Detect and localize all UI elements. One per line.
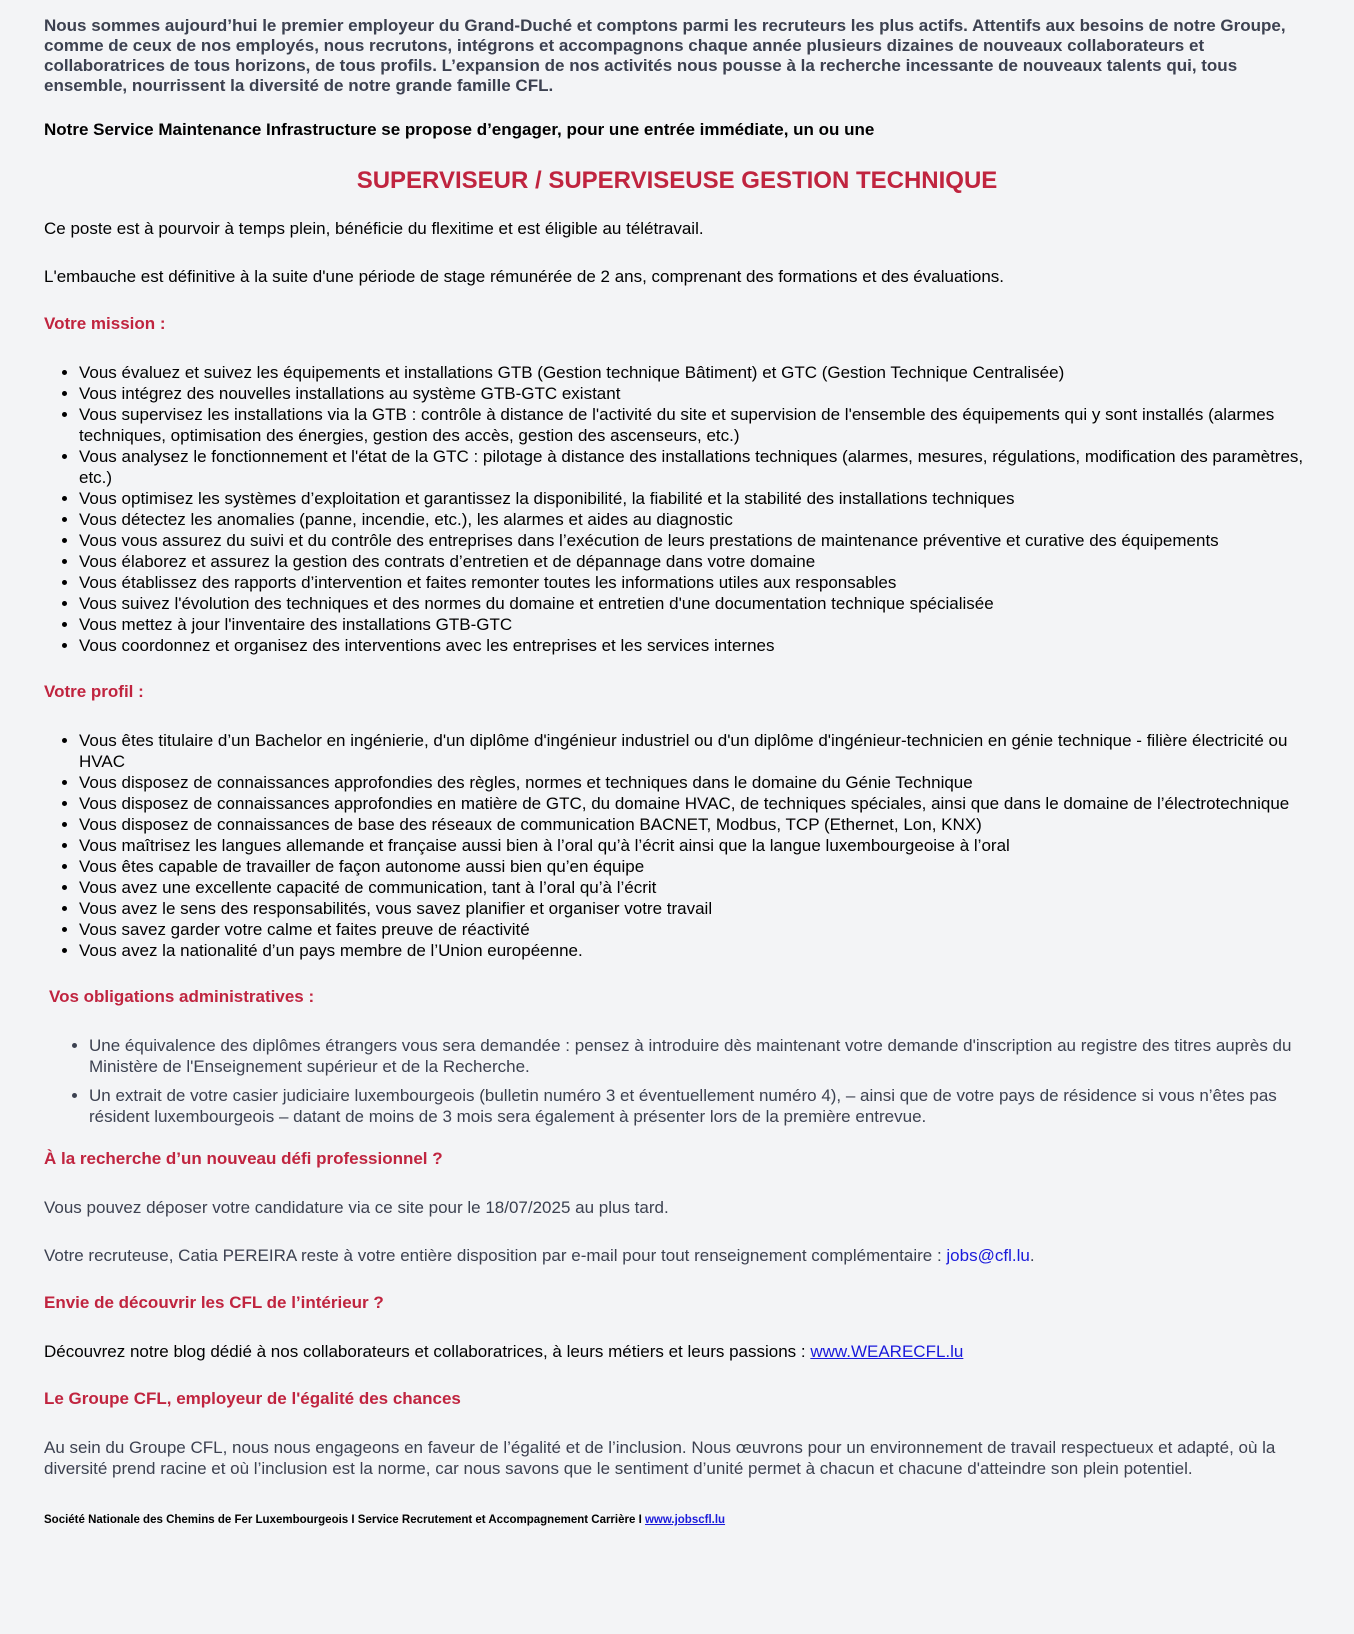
list-item: • Vous avez le sens des responsabilités, vous savez planifier et organiser votre travail <box>79 898 1310 919</box>
discover-text: Découvrez notre blog dédié à nos collaborateurs et collaboratrices, à leurs métiers et leurs passions : <box>44 1342 811 1361</box>
contact-email-link[interactable]: jobs@cfl.lu <box>946 1246 1030 1265</box>
list-item: • Vous disposez de connaissances de base des réseaux de communication BACNET, Modbus, TCP (Ethernet, Lon, KNX) <box>79 814 1310 835</box>
obligations-heading: Vos obligations administratives : <box>49 987 315 1006</box>
blog-link[interactable]: www.WEARECFL.lu <box>810 1342 964 1361</box>
list-item: • Vous savez garder votre calme et faites preuve de réactivité <box>79 919 1310 940</box>
list-item: • Vous optimisez les systèmes d’exploitation et garantissez la disponibilité, la fiabilité et la stabilité des installations techniques <box>79 488 1310 509</box>
footer <box>44 1513 1310 1527</box>
list-item: • Vous supervisez les installations via la GTB : contrôle à distance de l'activité du site et supervision de l'ensemble des équipements qui y sont installés (alarmes techniques, optimisation des énergies, gestion des accès, gestion des ascenseurs, etc.) <box>79 404 1310 446</box>
obligations-list <box>44 1035 1310 1127</box>
list-item: • Vous mettez à jour l'inventaire des installations GTB-GTC <box>79 614 1310 635</box>
deadline-text: Vous pouvez déposer votre candidature via ce site pour le 18/07/2025 au plus tard. <box>44 1198 669 1217</box>
list-item: • Vous établissez des rapports d’intervention et faites remonter toutes les informations utiles aux responsables <box>79 572 1310 593</box>
discover-heading: Envie de découvrir les CFL de l’intérieur ? <box>44 1293 384 1312</box>
list-item: • Vous avez la nationalité d’un pays membre de l’Union européenne. <box>79 940 1310 961</box>
intro-paragraph: Nous sommes aujourd’hui le premier employeur du Grand-Duché et comptons parmi les recruteurs les plus actifs. Attentifs aux besoins de notre Groupe, comme de ceux de nos employés, nous recrutons, intégrons et accompagnons chaque année plusieurs dizaines de nouveaux collaborateurs et collaboratrices de tous horizons, de tous profils. L’expansion de nos activités nous pousse à la recherche incessante de nouveaux talents qui, tous ensemble, nourrissent la diversité de notre grande famille CFL. <box>44 16 1286 95</box>
list-item: • Vous évaluez et suivez les équipements et installations GTB (Gestion technique Bâtiment) et GTC (Gestion Technique Centralisée) <box>79 362 1310 383</box>
contact-text: Votre recruteuse, Catia PEREIRA reste à votre entière disposition par e-mail pour tout renseignement complémentaire : <box>44 1246 947 1265</box>
list-item: • Une équivalence des diplômes étrangers vous sera demandée : pensez à introduire dès maintenant votre demande d'inscription au registre des titres auprès du Ministère de l'Enseignement supérieur et de la Recherche. <box>89 1035 1310 1077</box>
contact-paragraph <box>44 1245 1310 1266</box>
list-item: • Vous disposez de connaissances approfondies des règles, normes et techniques dans le domaine du Génie Technique <box>79 772 1310 793</box>
list-item: • Vous suivez l'évolution des techniques et des normes du domaine et entretien d'une documentation technique spécialisée <box>79 593 1310 614</box>
list-item: • Vous élaborez et assurez la gestion des contrats d’entretien et de dépannage dans votre domaine <box>79 551 1310 572</box>
challenge-heading: À la recherche d’un nouveau défi professionnel ? <box>44 1149 443 1168</box>
list-item: • Vous maîtrisez les langues allemande et française aussi bien à l’oral qu’à l’écrit ainsi que la langue luxembourgeoise à l’oral <box>79 835 1310 856</box>
profile-heading: Votre profil : <box>44 682 144 701</box>
condition-fulltime: Ce poste est à pourvoir à temps plein, bénéficie du flexitime et est éligible au télétravail. <box>44 219 704 238</box>
job-title: SUPERVISEUR / SUPERVISEUSE GESTION TECHNIQUE <box>356 167 998 194</box>
list-item: • Vous disposez de connaissances approfondies en matière de GTC, du domaine HVAC, de techniques spéciales, ainsi que dans le domaine de l’électrotechnique <box>79 793 1310 814</box>
list-item: • Un extrait de votre casier judiciaire luxembourgeois (bulletin numéro 3 et éventuellement numéro 4), – ainsi que de votre pays de résidence si vous n’êtes pas résident luxembourgeois – datant de moins de 3 mois sera également à présenter lors de la première entrevue. <box>89 1085 1310 1127</box>
mission-heading: Votre mission : <box>44 314 166 333</box>
list-item: • Vous êtes capable de travailler de façon autonome aussi bien qu’en équipe <box>79 856 1310 877</box>
discover-paragraph <box>44 1341 1310 1362</box>
equality-heading: Le Groupe CFL, employeur de l'égalité des chances <box>44 1389 461 1408</box>
list-item: • Vous intégrez des nouvelles installations au système GTB-GTC existant <box>79 383 1310 404</box>
profile-list <box>44 730 1310 961</box>
equality-text: Au sein du Groupe CFL, nous nous engageons en faveur de l’égalité et de l’inclusion. Nous œuvrons pour un environnement de travail respectueux et adapté, où la diversité prend racine et où l’inclusion est la norme, car nous savons que le sentiment d’unité permet à chacun et chacune d'atteindre son plein potentiel. <box>44 1438 1276 1478</box>
condition-probation: L'embauche est définitive à la suite d'une période de stage rémunérée de 2 ans, comprenant des formations et des évaluations. <box>44 267 1005 286</box>
list-item: • Vous analysez le fonctionnement et l'état de la GTC : pilotage à distance des installations techniques (alarmes, mesures, régulations, modification des paramètres, etc.) <box>79 446 1310 488</box>
footer-link[interactable]: www.jobscfl.lu <box>644 1514 726 1526</box>
list-item: • Vous détectez les anomalies (panne, incendie, etc.), les alarmes et aides au diagnostic <box>79 509 1310 530</box>
list-item: • Vous coordonnez et organisez des interventions avec les entreprises et les services internes <box>79 635 1310 656</box>
footer-text: Société Nationale des Chemins de Fer Luxembourgeois I Service Recrutement et Accompagnement Carrière I <box>44 1514 645 1526</box>
contact-end: . <box>1029 1246 1035 1265</box>
announce-paragraph: Notre Service Maintenance Infrastructure se propose d’engager, pour une entrée immédiate, un ou une <box>44 120 875 139</box>
list-item: • Vous vous assurez du suivi et du contrôle des entreprises dans l’exécution de leurs prestations de maintenance préventive et curative des équipements <box>79 530 1310 551</box>
list-item: • Vous avez une excellente capacité de communication, tant à l’oral qu’à l’écrit <box>79 877 1310 898</box>
mission-list <box>44 362 1310 656</box>
list-item: • Vous êtes titulaire d’un Bachelor en ingénierie, d'un diplôme d'ingénieur industriel ou d'un diplôme d'ingénieur-technicien en génie technique - filière électricité ou HVAC <box>79 730 1310 772</box>
